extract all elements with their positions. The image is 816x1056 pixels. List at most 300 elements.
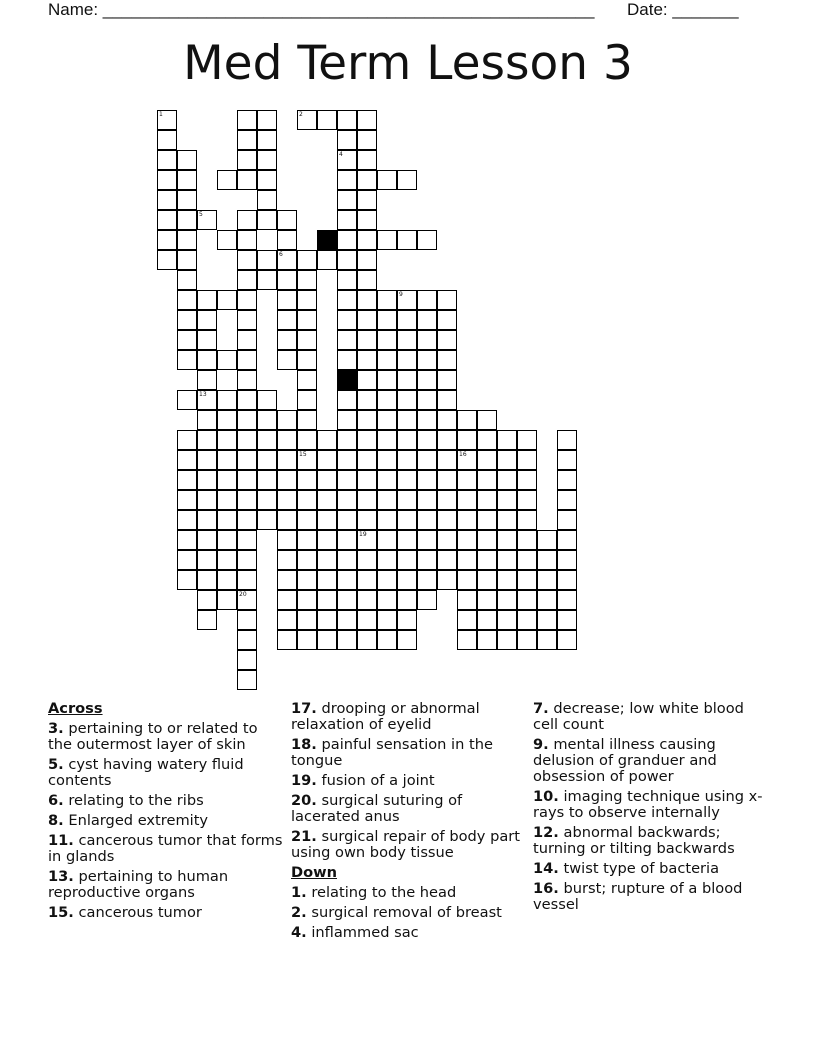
crossword-cell[interactable] <box>317 530 337 550</box>
crossword-cell[interactable] <box>317 250 337 270</box>
crossword-cell[interactable] <box>177 350 197 370</box>
crossword-cell[interactable] <box>297 290 317 310</box>
crossword-cell[interactable] <box>417 510 437 530</box>
crossword-cell[interactable] <box>377 290 397 310</box>
crossword-cell[interactable] <box>377 410 397 430</box>
crossword-cell[interactable] <box>337 570 357 590</box>
crossword-cell[interactable] <box>217 570 237 590</box>
crossword-cell[interactable] <box>437 310 457 330</box>
crossword-cell[interactable] <box>517 490 537 510</box>
crossword-cell[interactable] <box>297 110 317 130</box>
crossword-cell[interactable] <box>377 550 397 570</box>
crossword-cell[interactable] <box>337 430 357 450</box>
crossword-cell[interactable] <box>277 210 297 230</box>
crossword-cell[interactable] <box>357 210 377 230</box>
crossword-cell[interactable] <box>417 570 437 590</box>
crossword-cell[interactable] <box>177 230 197 250</box>
crossword-cell[interactable] <box>537 610 557 630</box>
crossword-cell[interactable] <box>357 110 377 130</box>
crossword-cell[interactable] <box>257 510 277 530</box>
crossword-cell[interactable] <box>377 450 397 470</box>
crossword-cell[interactable] <box>297 250 317 270</box>
crossword-cell[interactable] <box>217 590 237 610</box>
crossword-cell[interactable] <box>277 410 297 430</box>
crossword-cell[interactable] <box>357 630 377 650</box>
crossword-cell[interactable] <box>397 230 417 250</box>
crossword-cell[interactable] <box>297 470 317 490</box>
crossword-cell[interactable] <box>337 590 357 610</box>
crossword-cell[interactable] <box>397 550 417 570</box>
crossword-cell[interactable] <box>357 410 377 430</box>
crossword-cell[interactable] <box>417 490 437 510</box>
crossword-cell[interactable] <box>517 530 537 550</box>
crossword-cell[interactable] <box>377 310 397 330</box>
crossword-cell[interactable] <box>317 630 337 650</box>
crossword-cell[interactable] <box>277 310 297 330</box>
crossword-cell[interactable] <box>297 330 317 350</box>
crossword-cell[interactable] <box>457 490 477 510</box>
crossword-cell[interactable] <box>317 110 337 130</box>
crossword-cell[interactable] <box>237 570 257 590</box>
crossword-cell[interactable] <box>357 270 377 290</box>
crossword-cell[interactable] <box>557 450 577 470</box>
crossword-cell[interactable] <box>477 490 497 510</box>
crossword-cell[interactable] <box>517 570 537 590</box>
crossword-cell[interactable] <box>397 290 417 310</box>
crossword-cell[interactable] <box>177 190 197 210</box>
crossword-cell[interactable] <box>177 390 197 410</box>
crossword-cell[interactable] <box>557 490 577 510</box>
crossword-cell[interactable] <box>197 550 217 570</box>
crossword-cell[interactable] <box>437 490 457 510</box>
crossword-cell[interactable] <box>197 310 217 330</box>
crossword-cell[interactable] <box>357 370 377 390</box>
crossword-cell[interactable] <box>417 390 437 410</box>
crossword-cell[interactable] <box>517 470 537 490</box>
crossword-cell[interactable] <box>497 570 517 590</box>
crossword-cell[interactable] <box>317 590 337 610</box>
crossword-cell[interactable] <box>237 610 257 630</box>
crossword-cell[interactable] <box>337 250 357 270</box>
crossword-cell[interactable] <box>217 170 237 190</box>
crossword-cell[interactable] <box>277 450 297 470</box>
crossword-cell[interactable] <box>197 450 217 470</box>
crossword-cell[interactable] <box>497 510 517 530</box>
crossword-cell[interactable] <box>477 430 497 450</box>
crossword-cell[interactable] <box>337 630 357 650</box>
crossword-cell[interactable] <box>377 470 397 490</box>
crossword-cell[interactable] <box>377 170 397 190</box>
crossword-cell[interactable] <box>517 430 537 450</box>
crossword-cell[interactable] <box>297 550 317 570</box>
crossword-cell[interactable] <box>197 570 217 590</box>
crossword-cell[interactable] <box>297 270 317 290</box>
crossword-cell[interactable] <box>437 330 457 350</box>
crossword-cell[interactable] <box>297 450 317 470</box>
crossword-cell[interactable] <box>257 470 277 490</box>
crossword-cell[interactable] <box>497 450 517 470</box>
crossword-cell[interactable] <box>497 530 517 550</box>
crossword-cell[interactable] <box>277 530 297 550</box>
crossword-cell[interactable] <box>557 530 577 550</box>
crossword-cell[interactable] <box>357 130 377 150</box>
crossword-cell[interactable] <box>257 430 277 450</box>
crossword-cell[interactable] <box>177 250 197 270</box>
crossword-cell[interactable] <box>277 570 297 590</box>
crossword-cell[interactable] <box>457 530 477 550</box>
crossword-cell[interactable] <box>217 430 237 450</box>
crossword-cell[interactable] <box>417 290 437 310</box>
crossword-cell[interactable] <box>357 490 377 510</box>
crossword-cell[interactable] <box>237 370 257 390</box>
crossword-cell[interactable] <box>397 410 417 430</box>
crossword-cell[interactable] <box>497 590 517 610</box>
crossword-cell[interactable] <box>337 150 357 170</box>
crossword-cell[interactable] <box>237 630 257 650</box>
crossword-cell[interactable] <box>237 230 257 250</box>
crossword-cell[interactable] <box>237 410 257 430</box>
crossword-cell[interactable] <box>257 490 277 510</box>
crossword-cell[interactable] <box>537 530 557 550</box>
crossword-cell[interactable] <box>397 570 417 590</box>
crossword-cell[interactable] <box>177 310 197 330</box>
crossword-cell[interactable] <box>217 410 237 430</box>
crossword-cell[interactable] <box>157 190 177 210</box>
crossword-cell[interactable] <box>417 470 437 490</box>
crossword-cell[interactable] <box>397 430 417 450</box>
crossword-cell[interactable] <box>437 290 457 310</box>
crossword-cell[interactable] <box>237 310 257 330</box>
crossword-cell[interactable] <box>337 290 357 310</box>
crossword-cell[interactable] <box>557 630 577 650</box>
crossword-cell[interactable] <box>177 510 197 530</box>
crossword-cell[interactable] <box>397 310 417 330</box>
crossword-cell[interactable] <box>557 610 577 630</box>
crossword-cell[interactable] <box>297 370 317 390</box>
crossword-cell[interactable] <box>197 370 217 390</box>
crossword-cell[interactable] <box>317 450 337 470</box>
crossword-cell[interactable] <box>357 450 377 470</box>
crossword-cell[interactable] <box>257 450 277 470</box>
crossword-cell[interactable] <box>417 310 437 330</box>
crossword-cell[interactable] <box>357 590 377 610</box>
crossword-cell[interactable] <box>377 630 397 650</box>
crossword-cell[interactable] <box>297 630 317 650</box>
crossword-cell[interactable] <box>457 410 477 430</box>
crossword-cell[interactable] <box>177 150 197 170</box>
crossword-cell[interactable] <box>337 210 357 230</box>
crossword-cell[interactable] <box>417 430 437 450</box>
crossword-cell[interactable] <box>437 570 457 590</box>
crossword-cell[interactable] <box>257 170 277 190</box>
crossword-cell[interactable] <box>257 270 277 290</box>
crossword-cell[interactable] <box>237 110 257 130</box>
crossword-cell[interactable] <box>517 450 537 470</box>
crossword-cell[interactable] <box>437 550 457 570</box>
crossword-cell[interactable] <box>457 630 477 650</box>
crossword-cell[interactable] <box>537 590 557 610</box>
crossword-cell[interactable] <box>297 570 317 590</box>
crossword-cell[interactable] <box>537 630 557 650</box>
crossword-cell[interactable] <box>197 610 217 630</box>
crossword-cell[interactable] <box>197 590 217 610</box>
crossword-cell[interactable] <box>157 170 177 190</box>
crossword-cell[interactable] <box>257 250 277 270</box>
crossword-cell[interactable] <box>357 150 377 170</box>
crossword-cell[interactable] <box>557 510 577 530</box>
crossword-cell[interactable] <box>237 670 257 690</box>
crossword-cell[interactable] <box>197 390 217 410</box>
crossword-cell[interactable] <box>237 530 257 550</box>
crossword-cell[interactable] <box>297 410 317 430</box>
crossword-cell[interactable] <box>357 430 377 450</box>
crossword-cell[interactable] <box>217 510 237 530</box>
crossword-cell[interactable] <box>417 370 437 390</box>
crossword-cell[interactable] <box>337 350 357 370</box>
crossword-cell[interactable] <box>397 510 417 530</box>
crossword-cell[interactable] <box>317 470 337 490</box>
crossword-cell[interactable] <box>297 310 317 330</box>
crossword-cell[interactable] <box>397 170 417 190</box>
crossword-cell[interactable] <box>477 530 497 550</box>
crossword-cell[interactable] <box>437 530 457 550</box>
crossword-cell[interactable] <box>257 210 277 230</box>
crossword-cell[interactable] <box>237 510 257 530</box>
crossword-cell[interactable] <box>337 270 357 290</box>
crossword-cell[interactable] <box>217 230 237 250</box>
crossword-cell[interactable] <box>417 330 437 350</box>
crossword-cell[interactable] <box>197 470 217 490</box>
crossword-cell[interactable] <box>197 350 217 370</box>
crossword-cell[interactable] <box>177 270 197 290</box>
crossword-cell[interactable] <box>477 510 497 530</box>
crossword-cell[interactable] <box>177 430 197 450</box>
crossword-cell[interactable] <box>277 250 297 270</box>
crossword-cell[interactable] <box>437 410 457 430</box>
crossword-cell[interactable] <box>297 530 317 550</box>
crossword-cell[interactable] <box>437 510 457 530</box>
crossword-cell[interactable] <box>337 510 357 530</box>
crossword-cell[interactable] <box>357 170 377 190</box>
crossword-cell[interactable] <box>397 350 417 370</box>
crossword-cell[interactable] <box>357 550 377 570</box>
crossword-cell[interactable] <box>177 210 197 230</box>
crossword-cell[interactable] <box>197 330 217 350</box>
crossword-cell[interactable] <box>357 330 377 350</box>
crossword-cell[interactable] <box>217 490 237 510</box>
crossword-cell[interactable] <box>457 450 477 470</box>
crossword-cell[interactable] <box>337 530 357 550</box>
crossword-cell[interactable] <box>257 150 277 170</box>
crossword-cell[interactable] <box>517 630 537 650</box>
crossword-cell[interactable] <box>537 550 557 570</box>
crossword-cell[interactable] <box>277 230 297 250</box>
crossword-cell[interactable] <box>557 430 577 450</box>
crossword-cell[interactable] <box>217 290 237 310</box>
crossword-cell[interactable] <box>457 430 477 450</box>
crossword-cell[interactable] <box>337 330 357 350</box>
crossword-cell[interactable] <box>557 590 577 610</box>
crossword-cell[interactable] <box>237 550 257 570</box>
crossword-cell[interactable] <box>277 270 297 290</box>
crossword-cell[interactable] <box>257 410 277 430</box>
crossword-cell[interactable] <box>177 450 197 470</box>
crossword-cell[interactable] <box>157 150 177 170</box>
crossword-cell[interactable] <box>337 110 357 130</box>
crossword-cell[interactable] <box>357 470 377 490</box>
crossword-cell[interactable] <box>157 130 177 150</box>
crossword-cell[interactable] <box>397 330 417 350</box>
crossword-cell[interactable] <box>377 570 397 590</box>
crossword-cell[interactable] <box>277 350 297 370</box>
crossword-cell[interactable] <box>397 590 417 610</box>
crossword-cell[interactable] <box>237 270 257 290</box>
crossword-cell[interactable] <box>357 570 377 590</box>
crossword-cell[interactable] <box>457 510 477 530</box>
crossword-cell[interactable] <box>397 470 417 490</box>
crossword-cell[interactable] <box>337 310 357 330</box>
crossword-cell[interactable] <box>437 430 457 450</box>
crossword-cell[interactable] <box>277 550 297 570</box>
crossword-cell[interactable] <box>177 530 197 550</box>
crossword-cell[interactable] <box>537 570 557 590</box>
crossword-cell[interactable] <box>477 410 497 430</box>
crossword-cell[interactable] <box>237 430 257 450</box>
crossword-cell[interactable] <box>457 470 477 490</box>
crossword-cell[interactable] <box>337 450 357 470</box>
crossword-cell[interactable] <box>357 250 377 270</box>
crossword-cell[interactable] <box>497 470 517 490</box>
crossword-cell[interactable] <box>377 370 397 390</box>
crossword-cell[interactable] <box>557 550 577 570</box>
crossword-cell[interactable] <box>337 490 357 510</box>
crossword-cell[interactable] <box>277 330 297 350</box>
crossword-cell[interactable] <box>397 530 417 550</box>
crossword-cell[interactable] <box>217 450 237 470</box>
crossword-cell[interactable] <box>457 550 477 570</box>
crossword-cell[interactable] <box>517 590 537 610</box>
crossword-cell[interactable] <box>437 470 457 490</box>
crossword-cell[interactable] <box>417 590 437 610</box>
crossword-cell[interactable] <box>477 470 497 490</box>
crossword-cell[interactable] <box>317 550 337 570</box>
crossword-cell[interactable] <box>377 490 397 510</box>
crossword-cell[interactable] <box>237 650 257 670</box>
crossword-cell[interactable] <box>357 310 377 330</box>
crossword-cell[interactable] <box>337 410 357 430</box>
crossword-cell[interactable] <box>237 470 257 490</box>
crossword-cell[interactable] <box>197 510 217 530</box>
crossword-cell[interactable] <box>437 450 457 470</box>
crossword-cell[interactable] <box>317 610 337 630</box>
crossword-cell[interactable] <box>257 390 277 410</box>
crossword-cell[interactable] <box>417 350 437 370</box>
crossword-cell[interactable] <box>477 610 497 630</box>
crossword-cell[interactable] <box>217 550 237 570</box>
crossword-cell[interactable] <box>237 490 257 510</box>
crossword-cell[interactable] <box>217 530 237 550</box>
crossword-cell[interactable] <box>217 350 237 370</box>
crossword-cell[interactable] <box>297 610 317 630</box>
crossword-cell[interactable] <box>297 590 317 610</box>
crossword-cell[interactable] <box>397 450 417 470</box>
crossword-cell[interactable] <box>497 630 517 650</box>
crossword-cell[interactable] <box>337 610 357 630</box>
crossword-cell[interactable] <box>177 570 197 590</box>
crossword-cell[interactable] <box>357 530 377 550</box>
crossword-cell[interactable] <box>337 470 357 490</box>
crossword-cell[interactable] <box>197 430 217 450</box>
crossword-cell[interactable] <box>197 530 217 550</box>
crossword-cell[interactable] <box>197 290 217 310</box>
crossword-cell[interactable] <box>397 630 417 650</box>
crossword-cell[interactable] <box>377 330 397 350</box>
crossword-cell[interactable] <box>357 610 377 630</box>
crossword-cell[interactable] <box>357 290 377 310</box>
crossword-cell[interactable] <box>177 490 197 510</box>
crossword-cell[interactable] <box>417 410 437 430</box>
crossword-cell[interactable] <box>317 570 337 590</box>
crossword-cell[interactable] <box>237 250 257 270</box>
crossword-cell[interactable] <box>317 430 337 450</box>
crossword-cell[interactable] <box>277 430 297 450</box>
crossword-cell[interactable] <box>477 550 497 570</box>
crossword-cell[interactable] <box>277 590 297 610</box>
crossword-cell[interactable] <box>177 470 197 490</box>
crossword-cell[interactable] <box>357 390 377 410</box>
crossword-cell[interactable] <box>257 130 277 150</box>
crossword-cell[interactable] <box>157 210 177 230</box>
crossword-cell[interactable] <box>237 390 257 410</box>
crossword-cell[interactable] <box>377 530 397 550</box>
crossword-cell[interactable] <box>517 550 537 570</box>
crossword-cell[interactable] <box>377 610 397 630</box>
crossword-cell[interactable] <box>317 510 337 530</box>
crossword-cell[interactable] <box>277 490 297 510</box>
crossword-cell[interactable] <box>297 350 317 370</box>
crossword-cell[interactable] <box>237 290 257 310</box>
crossword-cell[interactable] <box>217 390 237 410</box>
crossword-cell[interactable] <box>477 630 497 650</box>
crossword-cell[interactable] <box>277 610 297 630</box>
crossword-cell[interactable] <box>237 590 257 610</box>
crossword-cell[interactable] <box>177 290 197 310</box>
crossword-cell[interactable] <box>337 130 357 150</box>
crossword-cell[interactable] <box>297 390 317 410</box>
crossword-cell[interactable] <box>297 430 317 450</box>
crossword-cell[interactable] <box>417 530 437 550</box>
crossword-cell[interactable] <box>417 230 437 250</box>
crossword-cell[interactable] <box>237 350 257 370</box>
crossword-cell[interactable] <box>477 570 497 590</box>
crossword-cell[interactable] <box>497 430 517 450</box>
crossword-cell[interactable] <box>337 170 357 190</box>
crossword-cell[interactable] <box>277 510 297 530</box>
crossword-cell[interactable] <box>377 430 397 450</box>
crossword-cell[interactable] <box>357 230 377 250</box>
crossword-cell[interactable] <box>257 110 277 130</box>
crossword-cell[interactable] <box>377 350 397 370</box>
crossword-cell[interactable] <box>277 290 297 310</box>
crossword-cell[interactable] <box>557 570 577 590</box>
crossword-cell[interactable] <box>477 450 497 470</box>
crossword-cell[interactable] <box>217 470 237 490</box>
crossword-cell[interactable] <box>497 610 517 630</box>
crossword-cell[interactable] <box>277 470 297 490</box>
crossword-cell[interactable] <box>237 170 257 190</box>
crossword-cell[interactable] <box>237 450 257 470</box>
crossword-cell[interactable] <box>237 210 257 230</box>
